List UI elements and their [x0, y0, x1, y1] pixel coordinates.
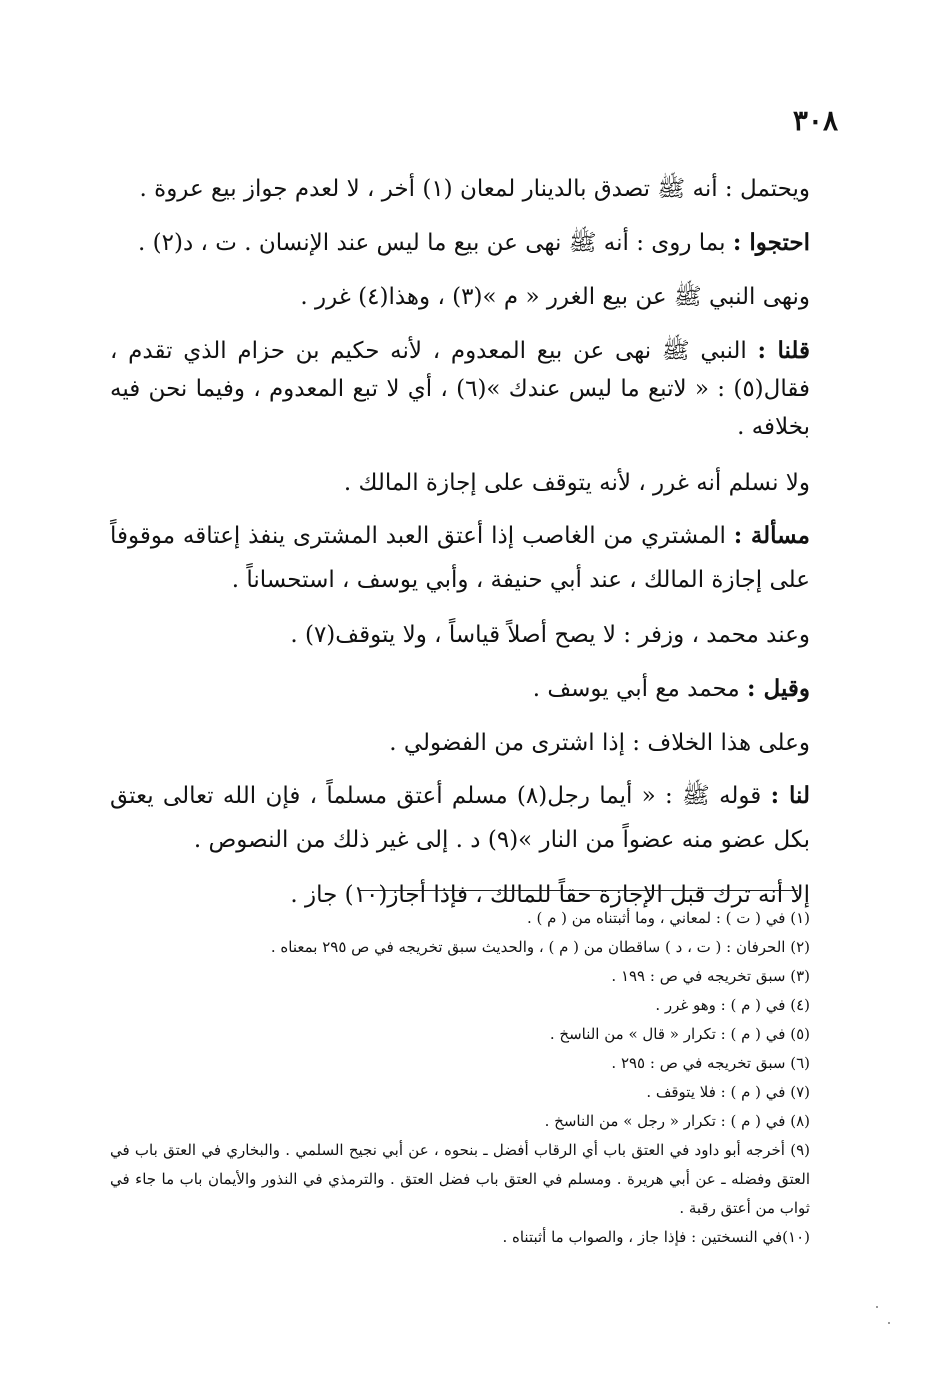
paragraph	[110, 608, 810, 662]
scan-speck	[888, 1322, 890, 1324]
paragraph-lead: احتجوا :	[732, 229, 810, 256]
paragraph-text: إلا أنه ترك قبل الإجازة حقاً للمالك ، فإذا أجاز(١٠) جاز .	[290, 882, 810, 908]
footnote: (١) في ( ت ) : لمعاني ، وما أثبتناه من ( م ) .	[526, 909, 810, 927]
paragraph-text: محمد مع أبي يوسف .	[532, 676, 748, 702]
paragraph-lead: قلنا :	[757, 337, 811, 364]
scan-speck	[876, 1306, 878, 1308]
footnote: (٨) في ( م ) : تكرار « رجل » من الناسخ .	[544, 1112, 810, 1130]
paragraph	[110, 716, 810, 770]
footnote: (٢) الحرفان : ( ت ، د ) ساقطان من ( م ) ، والحديث سبق تخريجه في ص ٢٩٥ بمعناه .	[270, 938, 810, 956]
paragraph	[110, 456, 810, 510]
footnote: (٣) سبق تخريجه في ص : ١٩٩ .	[611, 967, 810, 985]
paragraph	[110, 514, 810, 602]
footnote-divider	[358, 890, 798, 891]
paragraph-text: قوله ﷺ : « أيما رجل(٨) مسلم أعتق مسلماً ، فإن الله تعالى يعتق بكل عضو منه عضواً من النار »(٩) د . إلى غير ذلك من النصوص .	[110, 783, 810, 853]
paragraph	[110, 216, 810, 270]
footnote: (١٠)في النسختين : فإذا جاز ، والصواب ما أثبتناه .	[502, 1228, 810, 1246]
paragraph-text: وعند محمد ، وزفر : لا يصح أصلاً قياساً ، ولا يتوقف(٧) .	[290, 622, 810, 648]
footnotes	[110, 904, 810, 1252]
paragraph-lead: مسألة :	[733, 522, 811, 549]
paragraph-text: ولا نسلم أنه غرر ، لأنه يتوقف على إجازة المالك .	[343, 470, 810, 496]
footnote: (٩) أخرجه أبو داود في العتق باب أي الرقاب أفضل ـ بنحوه ، عن أبي نجيح السلمي . والبخاري في العتق باب في العتق وفضله ـ عن أبي هريرة . ومسلم في العتق باب فضل العتق . والترمذي في النذور والأيمان باب ما جاء في ثواب من أعتق رقبة .	[110, 1141, 810, 1217]
paragraph-text: ونهى النبي ﷺ عن بيع الغرر « م »(٣) ، وهذا(٤) غرر .	[300, 284, 810, 310]
paragraph-lead: وقيل :	[747, 675, 810, 702]
paragraph	[110, 332, 810, 446]
main-text	[110, 162, 810, 922]
footnote: (٦) سبق تخريجه في ص : ٢٩٥ .	[611, 1054, 810, 1072]
paragraph-text: المشتري من الغاصب إذا أعتق العبد المشترى ينفذ إعتاقه موقوفاً على إجازة المالك ، عند أبي حنيفة ، وأبي يوسف ، استحساناً .	[110, 523, 810, 593]
page-number: ٣٠٨	[792, 104, 838, 137]
paragraph	[110, 662, 810, 716]
paragraph	[110, 774, 810, 862]
footnote: (٧) في ( م ) : فلا يتوقف .	[646, 1083, 810, 1101]
paragraph-text: النبي ﷺ نهى عن بيع المعدوم ، لأنه حكيم بن حزام الذي تقدم ، فقال(٥) : « لاتبع ما ليس عندك »(٦) ، أي لا تبع المعدوم ، وفيما نحن فيه بخلافه .	[110, 338, 810, 440]
paragraph-text: بما روى : أنه ﷺ نهى عن بيع ما ليس عند الإنسان . ت ، د(٢) .	[138, 230, 733, 256]
paragraph	[110, 162, 810, 216]
footnote: (٤) في ( م ) : وهو غرر .	[655, 996, 810, 1014]
paragraph-text: وعلى هذا الخلاف : إذا اشترى من الفضولي .	[389, 730, 810, 756]
footnote: (٥) في ( م ) : تكرار « قال » من الناسخ .	[549, 1025, 810, 1043]
paragraph-text: ويحتمل : أنه ﷺ تصدق بالدينار لمعان (١) أخر ، لا لعدم جواز بيع عروة .	[139, 176, 810, 202]
paragraph	[110, 270, 810, 324]
paragraph-lead: لنا :	[770, 782, 810, 809]
